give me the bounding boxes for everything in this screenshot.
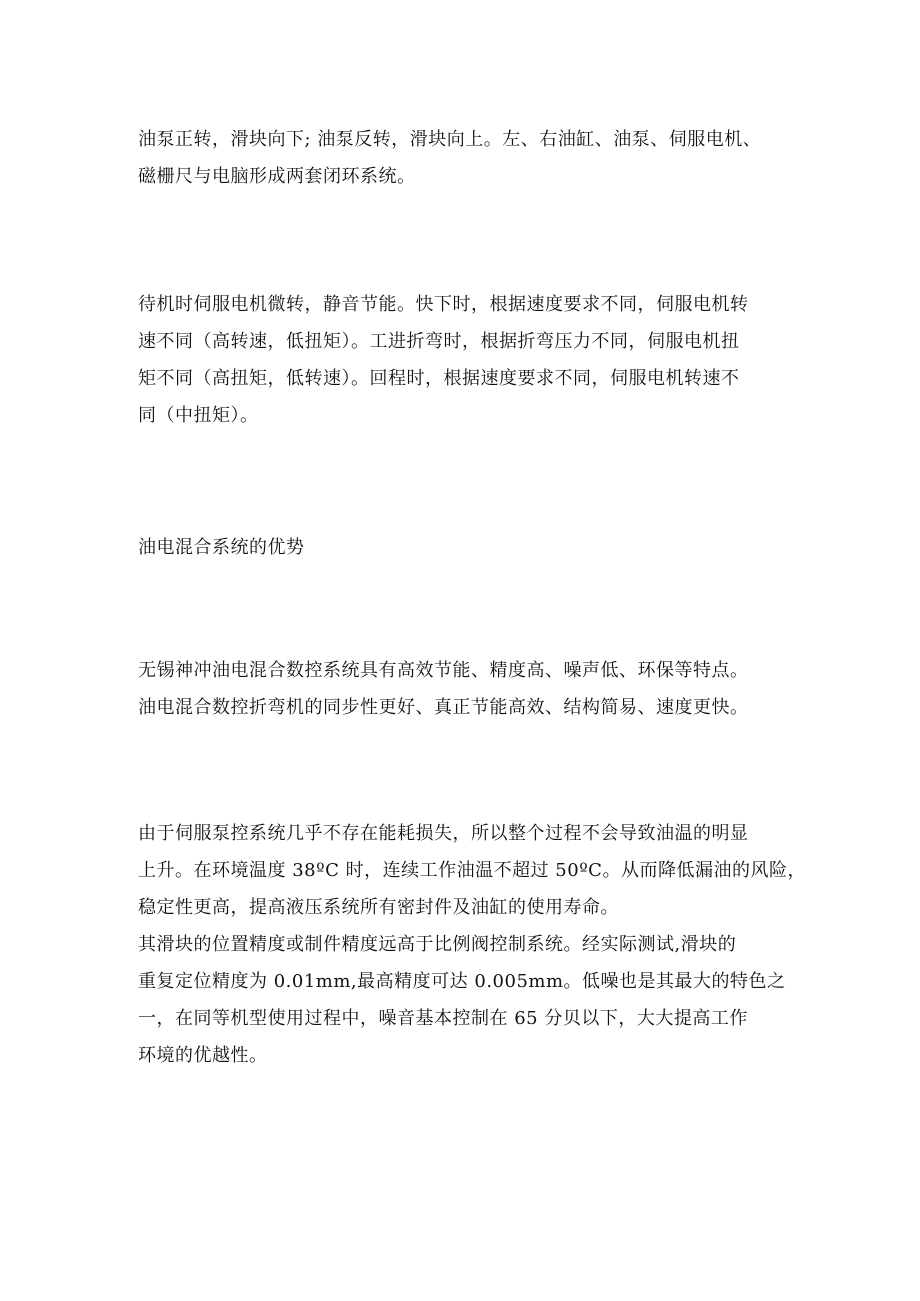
text-line: 上升。在环境温度 38ºC 时，连续工作油温不超过 50ºC。从而降低漏油的风险， [138,860,806,881]
text-line: 待机时伺服电机微转，静音节能。快下时，根据速度要求不同，伺服电机转 [138,294,749,315]
section-heading [138,529,305,566]
paragraph-system-features [138,652,749,726]
text-line: 矩不同（高扭矩，低转速）。回程时，根据速度要求不同，伺服电机转速不 [138,368,740,389]
text-line: 重复定位精度为 0.01mm,最高精度可达 0.005mm。低噪也是其最大的特色之 [138,971,786,992]
text-line: 同（中扭矩）。 [138,405,259,426]
text-line: 一，在同等机型使用过程中，噪音基本控制在 65 分贝以下，大大提高工作 [138,1008,748,1029]
text-line: 速不同（高转速，低扭矩）。工进折弯时，根据折弯压力不同，伺服电机扭 [138,331,740,352]
paragraph-servo-motor-modes [138,286,749,434]
heading-text: 油电混合系统的优势 [138,537,305,558]
text-line: 环境的优越性。 [138,1045,268,1066]
text-line: 油电混合数控折弯机的同步性更好、真正节能高效、结构简易、速度更快。 [138,697,749,718]
text-line: 由于伺服泵控系统几乎不存在能耗损失，所以整个过程不会导致油温的明显 [138,823,749,844]
text-line: 其滑块的位置精度或制件精度远高于比例阀控制系统。经实际测试,滑块的 [138,934,737,955]
text-line: 磁栅尺与电脑形成两套闭环系统。 [138,166,416,187]
text-line: 无锡神冲油电混合数控系统具有高效节能、精度高、噪声低、环保等特点。 [138,660,749,681]
text-line: 稳定性更高，提高液压系统所有密封件及油缸的使用寿命。 [138,897,619,918]
paragraph-performance-details [138,815,806,1074]
text-line: 油泵正转，滑块向下; 油泵反转，滑块向上。左、右油缸、油泵、伺服电机、 [138,129,762,150]
paragraph-pump-direction [138,121,761,195]
